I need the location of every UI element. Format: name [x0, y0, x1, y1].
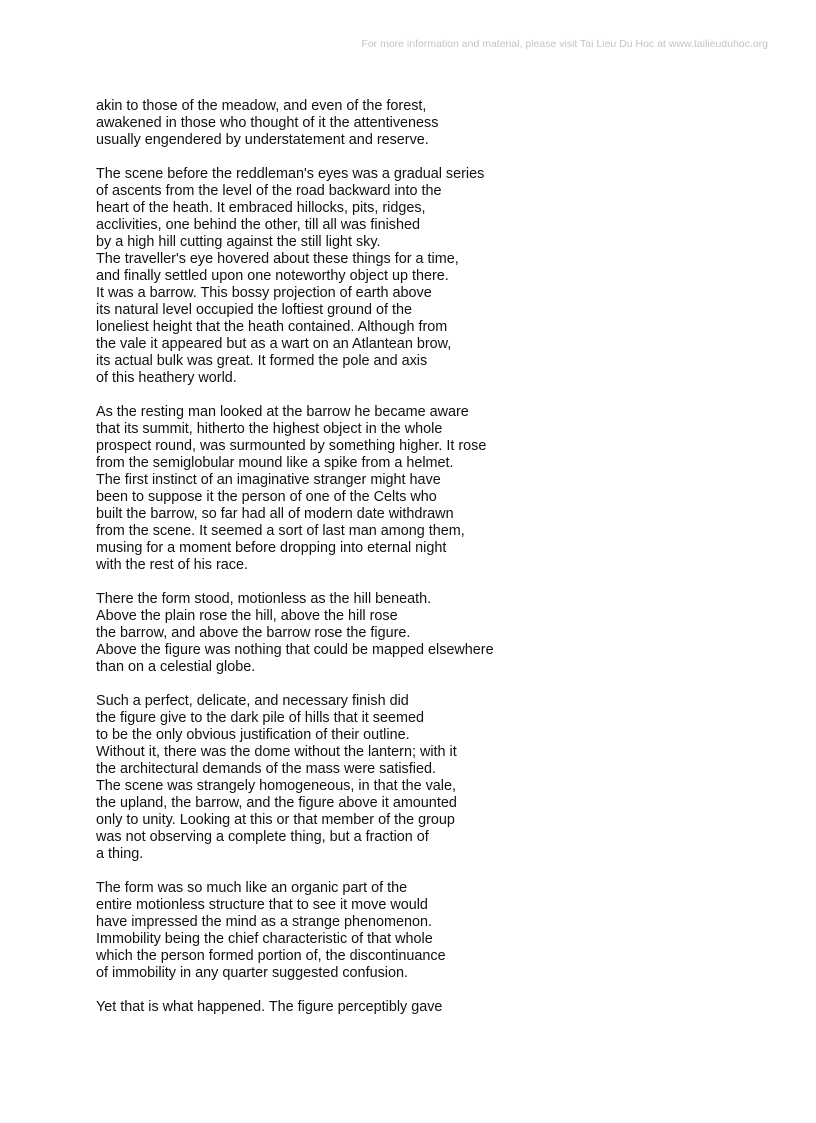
text-line: built the barrow, so far had all of modern date withdrawn	[96, 506, 454, 522]
text-line: The first instinct of an imaginative stranger might have	[96, 472, 441, 488]
header-watermark: For more information and material, please visit Tai Lieu Du Hoc at www.tailieuduhoc.org	[361, 38, 768, 50]
text-line: and finally settled upon one noteworthy object up there.	[96, 268, 449, 284]
text-line: with the rest of his race.	[96, 557, 248, 573]
paragraph-7	[96, 999, 776, 1016]
text-line: Without it, there was the dome without the lantern; with it	[96, 744, 457, 760]
text-line: It was a barrow. This bossy projection of earth above	[96, 285, 432, 301]
text-line: the barrow, and above the barrow rose the figure.	[96, 625, 411, 641]
paragraph-4	[96, 591, 776, 676]
text-line: The scene before the reddleman's eyes was a gradual series	[96, 166, 485, 182]
text-line: from the semiglobular mound like a spike from a helmet.	[96, 455, 454, 471]
text-line: the architectural demands of the mass were satisfied.	[96, 761, 436, 777]
text-line: There the form stood, motionless as the hill beneath.	[96, 591, 432, 607]
text-line: usually engendered by understatement and reserve.	[96, 132, 429, 148]
text-line: The traveller's eye hovered about these things for a time,	[96, 251, 459, 267]
paragraph-5	[96, 693, 776, 863]
paragraph-1	[96, 98, 776, 149]
text-line: which the person formed portion of, the discontinuance	[96, 948, 446, 964]
paragraph-6	[96, 880, 776, 982]
text-line: the upland, the barrow, and the figure above it amounted	[96, 795, 457, 811]
text-line: heart of the heath. It embraced hillocks, pits, ridges,	[96, 200, 426, 216]
text-line: entire motionless structure that to see it move would	[96, 897, 428, 913]
document-body	[96, 98, 776, 1033]
paragraph-2	[96, 166, 776, 387]
text-line: that its summit, hitherto the highest object in the whole	[96, 421, 443, 437]
text-line: was not observing a complete thing, but a fraction of	[96, 829, 429, 845]
text-line: Above the plain rose the hill, above the hill rose	[96, 608, 398, 624]
text-line: a thing.	[96, 846, 144, 862]
text-line: by a high hill cutting against the still light sky.	[96, 234, 381, 250]
text-line: Yet that is what happened. The figure perceptibly gave	[96, 999, 443, 1015]
text-line: the figure give to the dark pile of hills that it seemed	[96, 710, 424, 726]
text-line: of immobility in any quarter suggested confusion.	[96, 965, 408, 981]
text-line: acclivities, one behind the other, till all was finished	[96, 217, 420, 233]
text-line: only to unity. Looking at this or that member of the group	[96, 812, 455, 828]
text-line: to be the only obvious justification of their outline.	[96, 727, 410, 743]
text-line: the vale it appeared but as a wart on an Atlantean brow,	[96, 336, 452, 352]
text-line: been to suppose it the person of one of the Celts who	[96, 489, 437, 505]
text-line: Immobility being the chief characteristic of that whole	[96, 931, 433, 947]
text-line: its actual bulk was great. It formed the pole and axis	[96, 353, 428, 369]
text-line: than on a celestial globe.	[96, 659, 256, 675]
text-line: musing for a moment before dropping into eternal night	[96, 540, 447, 556]
text-line: prospect round, was surmounted by something higher. It rose	[96, 438, 487, 454]
text-line: As the resting man looked at the barrow he became aware	[96, 404, 469, 420]
text-line: from the scene. It seemed a sort of last man among them,	[96, 523, 465, 539]
text-line: The form was so much like an organic part of the	[96, 880, 408, 896]
text-line: of this heathery world.	[96, 370, 237, 386]
paragraph-3	[96, 404, 776, 574]
text-line: of ascents from the level of the road backward into the	[96, 183, 442, 199]
text-line: its natural level occupied the loftiest ground of the	[96, 302, 412, 318]
text-line: have impressed the mind as a strange phenomenon.	[96, 914, 432, 930]
text-line: akin to those of the meadow, and even of the forest,	[96, 98, 427, 114]
text-line: The scene was strangely homogeneous, in that the vale,	[96, 778, 456, 794]
text-line: Such a perfect, delicate, and necessary finish did	[96, 693, 409, 709]
text-line: loneliest height that the heath contained. Although from	[96, 319, 448, 335]
text-line: Above the figure was nothing that could be mapped elsewhere	[96, 642, 494, 658]
text-line: awakened in those who thought of it the attentiveness	[96, 115, 439, 131]
